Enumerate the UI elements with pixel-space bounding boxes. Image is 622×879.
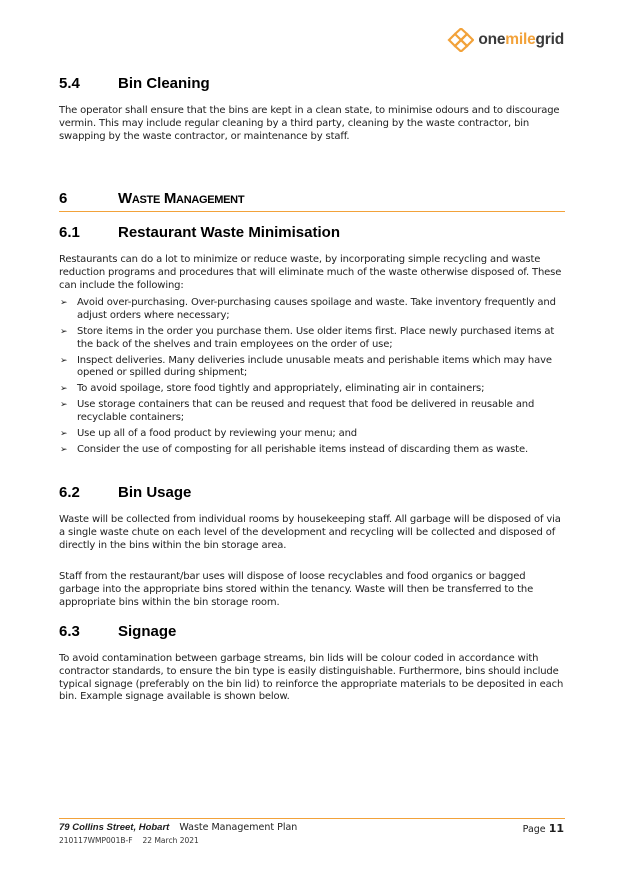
- footer-reference: [59, 836, 199, 845]
- page-number: Page 11: [522, 822, 564, 835]
- list-item: ➢ Use up all of a food product by reviewing your menu; and: [60, 428, 357, 440]
- waste-minimisation-paragraph: Restaurants can do a lot to minimize or reduce waste, by incorporating simple recycling and waste reduction programs and procedures that will eliminate much of the waste otherwise disposed of. These can include the following:: [59, 254, 562, 291]
- footer-doc-ref: 210117WMP001B-F: [59, 836, 133, 845]
- grid-logo-icon: [446, 28, 474, 52]
- waste-minimisation-list: [59, 297, 565, 460]
- footer-plan-name: Waste Management Plan: [179, 822, 298, 833]
- signage-paragraph: To avoid contamination between garbage streams, bin lids will be colour coded in accordance with contractor standards, to ensure the bin type is easily distinguishable. Furthermore, bins should include typical signage (preferably on the bin lid) to reinforce the appropriate materials to be deposited in each bin. Example signage available is shown below.: [59, 653, 564, 703]
- arrow-bullet-icon: ➢: [60, 355, 68, 366]
- heading-6-1: 6.1 Restaurant Waste Minimisation: [59, 224, 340, 241]
- list-item: ➢ Inspect deliveries. Many deliveries include unusable meats and perishable items which may have opened or spilled during shipment;: [60, 354, 552, 379]
- onemilegrid-logo: [446, 28, 564, 52]
- heading-5-4: 5.4 Bin Cleaning: [59, 75, 210, 92]
- list-item: ➢ Use storage containers that can be reused and request that food be delivered in reusable and recyclable containers;: [60, 399, 535, 424]
- footer-date: 22 March 2021: [142, 836, 199, 845]
- list-item: ➢ To avoid spoilage, store food tightly and appropriately, eliminating air in containers;: [60, 383, 485, 395]
- heading-6-2: 6.2 Bin Usage: [59, 484, 192, 501]
- footer-divider: [59, 818, 565, 819]
- arrow-bullet-icon: ➢: [60, 445, 68, 456]
- arrow-bullet-icon: ➢: [60, 384, 68, 395]
- heading-6: 6 Waste Management: [59, 190, 565, 212]
- heading-6-3: 6.3 Signage: [59, 623, 177, 640]
- bin-cleaning-paragraph: The operator shall ensure that the bins are kept in a clean state, to minimise odours and to discourage vermin. This may include regular cleaning by a third party, cleaning by the waste contractor, bin swapping by the waste contractor, or maintenance by staff.: [59, 105, 560, 142]
- bin-usage-paragraph-2: Staff from the restaurant/bar uses will dispose of loose recyclables and food organics or bagged garbage into the appropriate bins stored within the tenancy. Waste will then be transferred to the appropriate bins within the bin storage room.: [59, 571, 534, 608]
- logo-wordmark: onemilegrid: [478, 31, 564, 48]
- list-item: ➢ Avoid over-purchasing. Over-purchasing causes spoilage and waste. Take inventory frequently and adjust orders where necessary;: [60, 297, 556, 321]
- footer-title: [59, 822, 297, 833]
- arrow-bullet-icon: ➢: [60, 429, 68, 440]
- arrow-bullet-icon: ➢: [60, 326, 68, 337]
- footer-address: 79 Collins Street, Hobart: [59, 822, 170, 833]
- bin-usage-paragraph-1: Waste will be collected from individual rooms by housekeeping staff. All garbage will be disposed of via a single waste chute on each level of the development and recycling will be collected and disposed of directly in the bins within the bin storage area.: [59, 514, 561, 551]
- list-item: ➢ Store items in the order you purchase them. Use older items first. Place newly purchased items at the back of the shelves and train employees on the order of use;: [60, 325, 555, 350]
- list-item: ➢ Consider the use of composting for all perishable items instead of discarding them as waste.: [60, 444, 528, 456]
- arrow-bullet-icon: ➢: [60, 400, 68, 411]
- arrow-bullet-icon: ➢: [60, 298, 68, 308]
